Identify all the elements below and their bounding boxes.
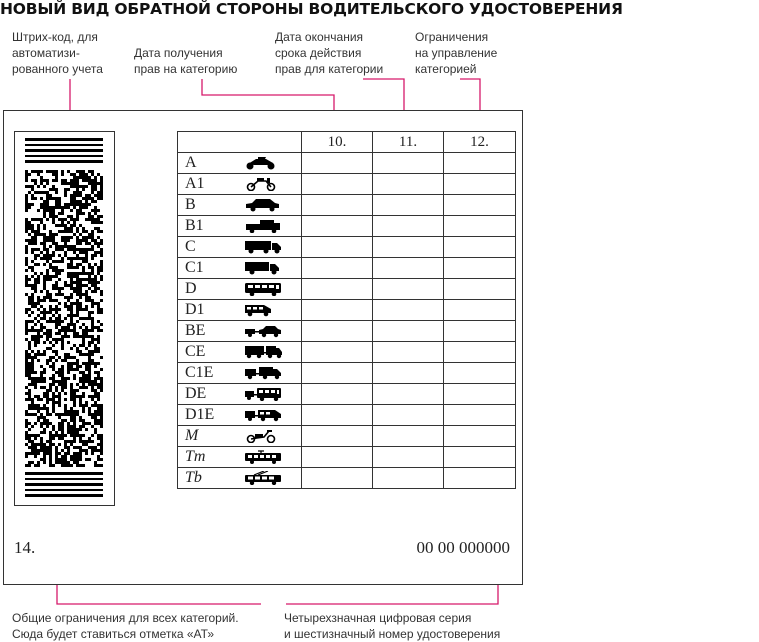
category-label: Tm	[185, 448, 206, 465]
category-cell	[178, 300, 302, 321]
medium-truck-with-trailer-icon	[244, 366, 282, 380]
category-label: DE	[185, 385, 207, 402]
barcode-annotation: Штрих-код, для автоматизи- рованного учета	[12, 30, 103, 76]
cell-col-11	[373, 384, 444, 405]
category-cell	[178, 405, 302, 426]
cell-col-11	[373, 405, 444, 426]
cell-col-11	[373, 447, 444, 468]
cell-col-10	[302, 405, 373, 426]
cell-col-12	[444, 405, 516, 426]
category-label: C	[185, 238, 196, 255]
category-label: Tb	[185, 469, 202, 486]
cell-col-12	[444, 384, 516, 405]
trolleybus-icon	[244, 471, 282, 485]
cell-col-12	[444, 195, 516, 216]
category-cell	[178, 447, 302, 468]
category-label: A1	[185, 175, 205, 192]
category-row	[178, 384, 516, 405]
cell-col-11	[373, 426, 444, 447]
categories-table	[177, 131, 516, 489]
header-col-12: 12.	[444, 132, 516, 153]
license-back-card	[3, 110, 523, 585]
category-label: B1	[185, 217, 204, 234]
category-cell	[178, 174, 302, 195]
car-icon	[244, 198, 282, 212]
category-row	[178, 363, 516, 384]
category-cell	[178, 363, 302, 384]
truck-with-trailer-icon	[244, 345, 282, 359]
license-number: 00 00 000000	[416, 538, 510, 557]
cell-col-11	[373, 300, 444, 321]
date-obtained-annotation: Дата получения прав на категорию	[134, 46, 238, 76]
category-cell	[178, 195, 302, 216]
cell-col-12	[444, 237, 516, 258]
restrictions-annotation: Ограничения на управление категорией	[415, 30, 498, 76]
header-col-10: 10.	[302, 132, 373, 153]
cell-col-11	[373, 216, 444, 237]
serial-number-annotation: Четырехзначная цифровая серия и шестизначный номер удостоверения	[284, 611, 501, 641]
category-row	[178, 426, 516, 447]
cell-col-10	[302, 195, 373, 216]
category-label: C1	[185, 259, 204, 276]
cell-col-12	[444, 363, 516, 384]
cell-col-10	[302, 216, 373, 237]
car-with-trailer-icon	[244, 324, 282, 338]
cell-col-10	[302, 300, 373, 321]
cell-col-10	[302, 426, 373, 447]
category-cell	[178, 279, 302, 300]
category-cell	[178, 237, 302, 258]
barcode-frame	[14, 131, 115, 506]
category-row	[178, 153, 516, 174]
categories-table-wrap	[177, 131, 515, 521]
tricycle-quad-icon	[244, 219, 282, 233]
category-row	[178, 237, 516, 258]
category-label: B	[185, 196, 196, 213]
category-row	[178, 468, 516, 489]
cell-col-12	[444, 468, 516, 489]
category-row	[178, 447, 516, 468]
category-cell	[178, 258, 302, 279]
cell-col-12	[444, 300, 516, 321]
cell-col-12	[444, 342, 516, 363]
category-row	[178, 216, 516, 237]
cell-col-12	[444, 447, 516, 468]
cell-col-12	[444, 279, 516, 300]
header-empty-cell	[178, 132, 302, 153]
cell-col-12	[444, 258, 516, 279]
category-label: D1E	[185, 406, 215, 423]
category-cell	[178, 321, 302, 342]
date-expiry-annotation: Дата окончания срока действия прав для категории	[275, 30, 384, 76]
moped-icon	[244, 429, 282, 443]
cell-col-11	[373, 363, 444, 384]
cell-col-10	[302, 321, 373, 342]
cell-col-10	[302, 363, 373, 384]
category-cell	[178, 342, 302, 363]
category-row	[178, 300, 516, 321]
category-cell	[178, 153, 302, 174]
category-cell	[178, 468, 302, 489]
cell-col-11	[373, 279, 444, 300]
cell-col-10	[302, 447, 373, 468]
category-cell	[178, 216, 302, 237]
category-row	[178, 174, 516, 195]
light-motorcycle-icon	[244, 177, 282, 191]
minibus-icon	[244, 303, 282, 317]
medium-truck-icon	[244, 261, 282, 275]
truck-icon	[244, 240, 282, 254]
cell-col-11	[373, 153, 444, 174]
header-col-11: 11.	[373, 132, 444, 153]
barcode-graphic	[15, 132, 114, 505]
cell-col-10	[302, 174, 373, 195]
cell-col-12	[444, 216, 516, 237]
category-row	[178, 321, 516, 342]
cell-col-10	[302, 237, 373, 258]
field-14-label: 14.	[14, 538, 36, 557]
page-title: НОВЫЙ ВИД ОБРАТНОЙ СТОРОНЫ ВОДИТЕЛЬСКОГО УДОСТОВЕРЕНИЯ	[0, 0, 623, 18]
category-label: C1E	[185, 364, 214, 381]
category-label: D	[185, 280, 197, 297]
cell-col-11	[373, 258, 444, 279]
minibus-with-trailer-icon	[244, 408, 282, 422]
cell-col-10	[302, 384, 373, 405]
tram-icon	[244, 450, 282, 464]
cell-col-10	[302, 153, 373, 174]
category-row	[178, 342, 516, 363]
cell-col-12	[444, 153, 516, 174]
motorcycle-icon	[244, 156, 282, 170]
bus-with-trailer-icon	[244, 387, 282, 401]
category-cell	[178, 384, 302, 405]
cell-col-11	[373, 174, 444, 195]
cell-col-11	[373, 321, 444, 342]
cell-col-12	[444, 426, 516, 447]
cell-col-11	[373, 195, 444, 216]
cell-col-12	[444, 174, 516, 195]
category-row	[178, 258, 516, 279]
cell-col-10	[302, 342, 373, 363]
cell-col-10	[302, 279, 373, 300]
cell-col-11	[373, 468, 444, 489]
category-label: A	[185, 154, 197, 171]
cell-col-10	[302, 468, 373, 489]
general-restrictions-annotation: Общие ограничения для всех категорий. Сюда будет ставиться отметка «АТ»	[12, 611, 239, 641]
category-row	[178, 195, 516, 216]
bus-icon	[244, 282, 282, 296]
barcode-pattern	[25, 170, 103, 467]
category-label: CE	[185, 343, 206, 360]
category-cell	[178, 426, 302, 447]
cell-col-12	[444, 321, 516, 342]
cell-col-11	[373, 342, 444, 363]
cell-col-11	[373, 237, 444, 258]
category-label: M	[185, 427, 199, 444]
cell-col-10	[302, 258, 373, 279]
category-row	[178, 405, 516, 426]
category-label: BE	[185, 322, 206, 339]
category-label: D1	[185, 301, 205, 318]
category-row	[178, 279, 516, 300]
table-header-row	[178, 132, 516, 153]
